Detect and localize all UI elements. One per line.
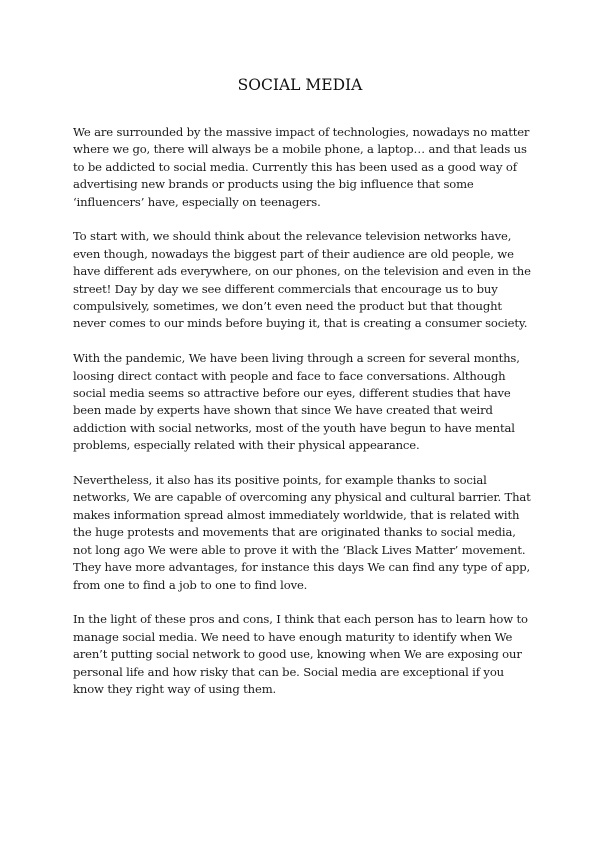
paragraph-2: To start with, we should think about the relevance television networks have, even though, nowadays the biggest part of their audience are old people, we have different ads everywhere, on our phones, on the television and even in the street! Day by day we see different commercials that encourage us to buy compulsively, sometimes, we don’t even need the product but that thought never comes to our minds before buying it, that is creating a consumer society. [73,229,531,331]
paragraph-4: Nevertheless, it also has its positive points, for example thanks to social networks, We are capable of overcoming any physical and cultural barrier. That makes information spread almost immediately worldwide, that is related with the huge protests and movements that are originated thanks to social media, not long ago We were able to prove it with the ‘Black Lives Matter’ movement. They have more advantages, for instance this days We can find any type of app, from one to find a job to one to find love. [73,473,531,592]
paragraph-1: We are surrounded by the massive impact of technologies, nowadays no matter where we go, there will always be a mobile phone, a laptop… and that leads us to be addicted to social media. Currently this has been used as a good way of advertising new brands or products using the big influence that some ‘influencers’ have, especially on teenagers. [73,125,530,209]
document-body [73,124,535,716]
paragraph-3: With the pandemic, We have been living through a screen for several months, loosing direct contact with people and face to face conversations. Although social media seems so attractive before our eyes, different studies that have been made by experts have shown that since We have created that weird addiction with social networks, most of the youth have begun to have mental problems, especially related with their physical appearance. [73,351,520,453]
document-title: SOCIAL MEDIA [237,76,363,94]
paragraph-5: In the light of these pros and cons, I think that each person has to learn how to manage social media. We need to have enough maturity to identify when We aren’t putting social network to good use, knowing when We are exposing our personal life and how risky that can be. Social media are exceptional if you know they right way of using them. [73,612,528,696]
